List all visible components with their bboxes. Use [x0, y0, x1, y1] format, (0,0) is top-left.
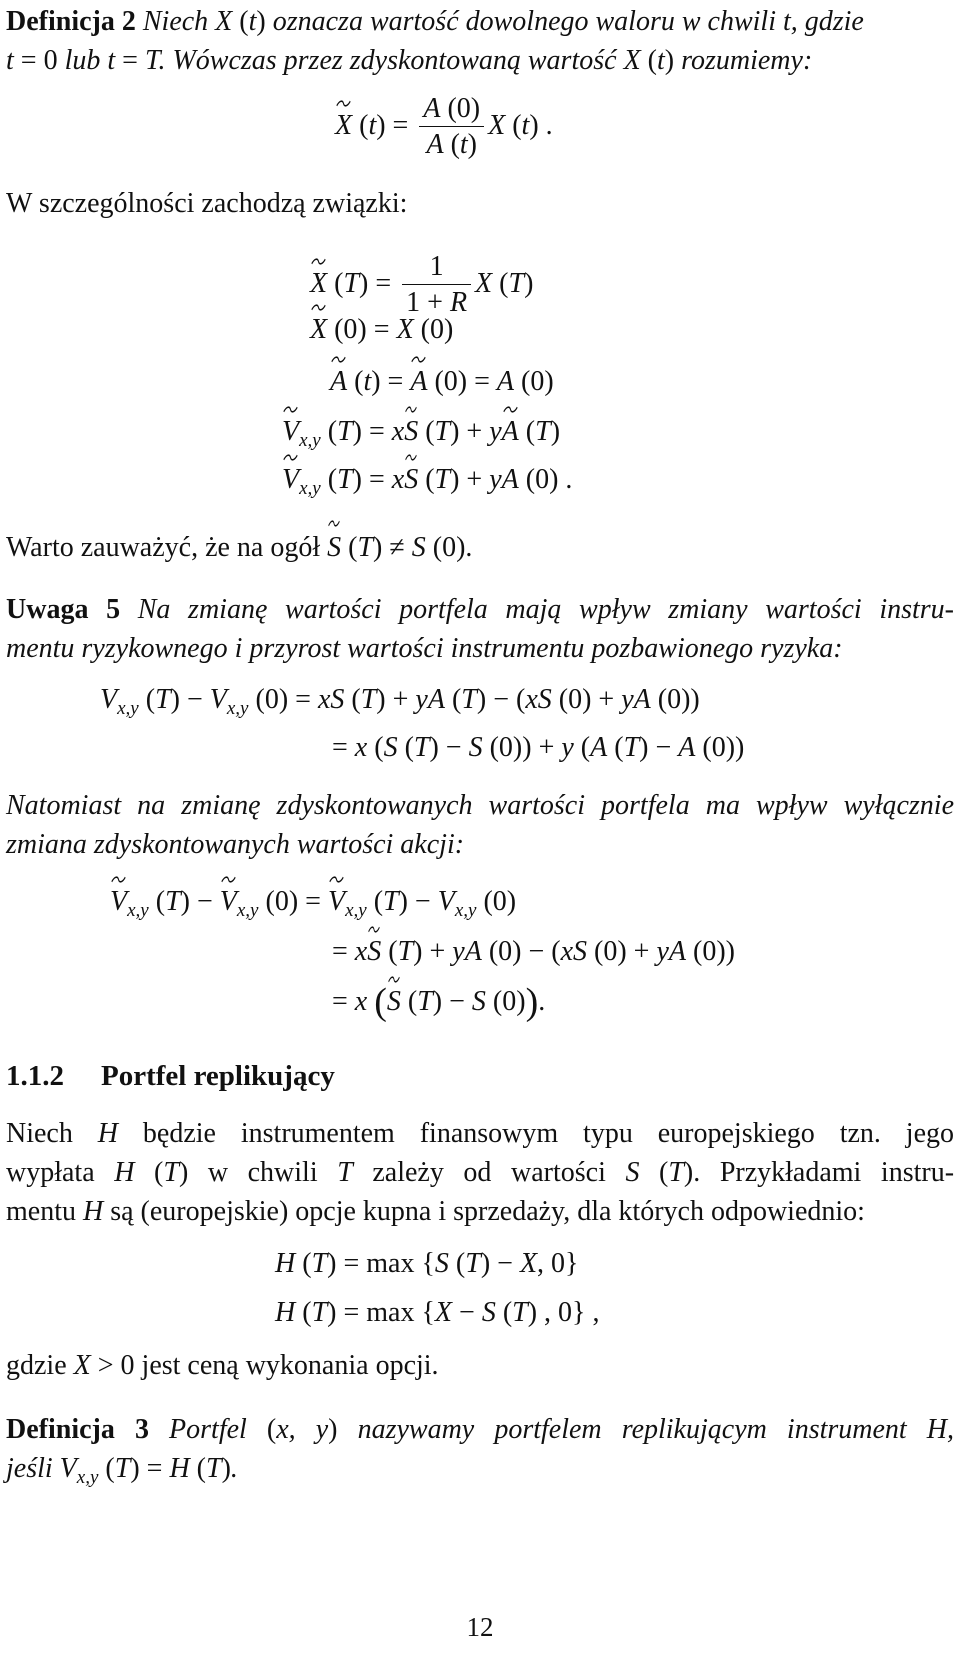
relation-1: X (T) = $\frac{1}{1 + R}$ X (T)	[310, 250, 533, 321]
discount-text-line-1: Natomiast na zmianę zdyskontowanych wartości portfela ma wpływ wyłącznie	[6, 790, 954, 821]
page-number: 12	[466, 1612, 494, 1642]
remark-5: Uwaga 5 Na zmianę wartości portfela mają wpływ zmiany wartości instru-	[6, 594, 954, 625]
relation-5: $V_{x,y}$ (T) = xS (T) + yA (0) .	[282, 464, 573, 499]
section-number: 1.1.2	[6, 1060, 64, 1092]
remark-5-label: Uwaga 5	[6, 594, 121, 625]
section-text-line-1: Niech H będzie instrumentem finansowym typu europejskiego tzn. jego	[6, 1118, 955, 1149]
relation-4: $V_{x,y}$ (T) = xS (T) + yA (T)	[282, 416, 561, 451]
relations-intro: W szczególności zachodzą związki:	[6, 188, 408, 219]
note-line: Warto zauważyć, że na ogół S (T) ≠ S (0).	[6, 528, 954, 567]
section-heading	[6, 1060, 335, 1093]
definition-2-text: Niech X (t) oznacza wartość dowolnego waloru w chwili t, gdzie t = 0 lub t = T. Wówczas przez zdyskontowaną wartość X (t) rozumiemy:	[6, 6, 864, 76]
strike-line: gdzie X > 0 jest ceną wykonania opcji.	[6, 1350, 439, 1381]
call-option-equation: H (T) = max {S (T) − X, 0}	[275, 1248, 579, 1279]
definition-3: Definicja 3 Portfel (x, y) nazywamy portfelem replikującym instrument H,	[6, 1414, 955, 1445]
definition-3-label: Definicja 3	[6, 1414, 149, 1445]
discount-text-line-2: zmiana zdyskontowanych wartości akcji:	[6, 829, 465, 860]
remark-5-equation-1: $V_{x,y}$ $(T) - V_{x,y}$ (0) = xS (T) + yA (T) − (xS (0) + yA (0))	[100, 684, 700, 719]
relation-3: A (t) = A (0) = A (0)	[330, 364, 554, 400]
remark-5-equation-2: = x (S (T) − S (0)) + y (A (T) − A (0))	[332, 732, 745, 763]
section-text-line-3: mentu H są (europejskie) opcje kupna i sprzedaży, dla których odpowiednio:	[6, 1196, 865, 1227]
discounted-value-equation: X (t) = $\frac{A (0)}{A (t)}$ X (t) .	[335, 92, 553, 163]
relation-2: X (0) = X (0)	[310, 312, 453, 348]
discount-equation-1: $V_{x,y}$ $(T) - V_{x,y}$ $(0) = V_{x,y}$ $(T) - V_{x,y}$ (0)	[110, 886, 517, 921]
definition-2-label: Definicja 2	[6, 6, 136, 37]
put-option-equation: H (T) = max {X − S (T) , 0} ,	[275, 1297, 600, 1328]
definition-3-line-2: jeśli $V_{x,y}$ (T) = H (T).	[6, 1453, 238, 1488]
discount-equation-3: = x (S (T) − S (0)).	[332, 981, 546, 1023]
section-title: Portfel replikujący	[101, 1060, 335, 1092]
remark-5-line-2: mentu ryzykownego i przyrost wartości instrumentu pozbawionego ryzyka:	[6, 633, 843, 664]
definition-2	[6, 2, 954, 80]
discount-equation-2: = xS (T) + yA (0) − (xS (0) + yA (0))	[332, 934, 735, 970]
section-text-line-2: wypłata H (T) w chwili T zależy od wartości S (T). Przykładami instru-	[6, 1157, 955, 1188]
